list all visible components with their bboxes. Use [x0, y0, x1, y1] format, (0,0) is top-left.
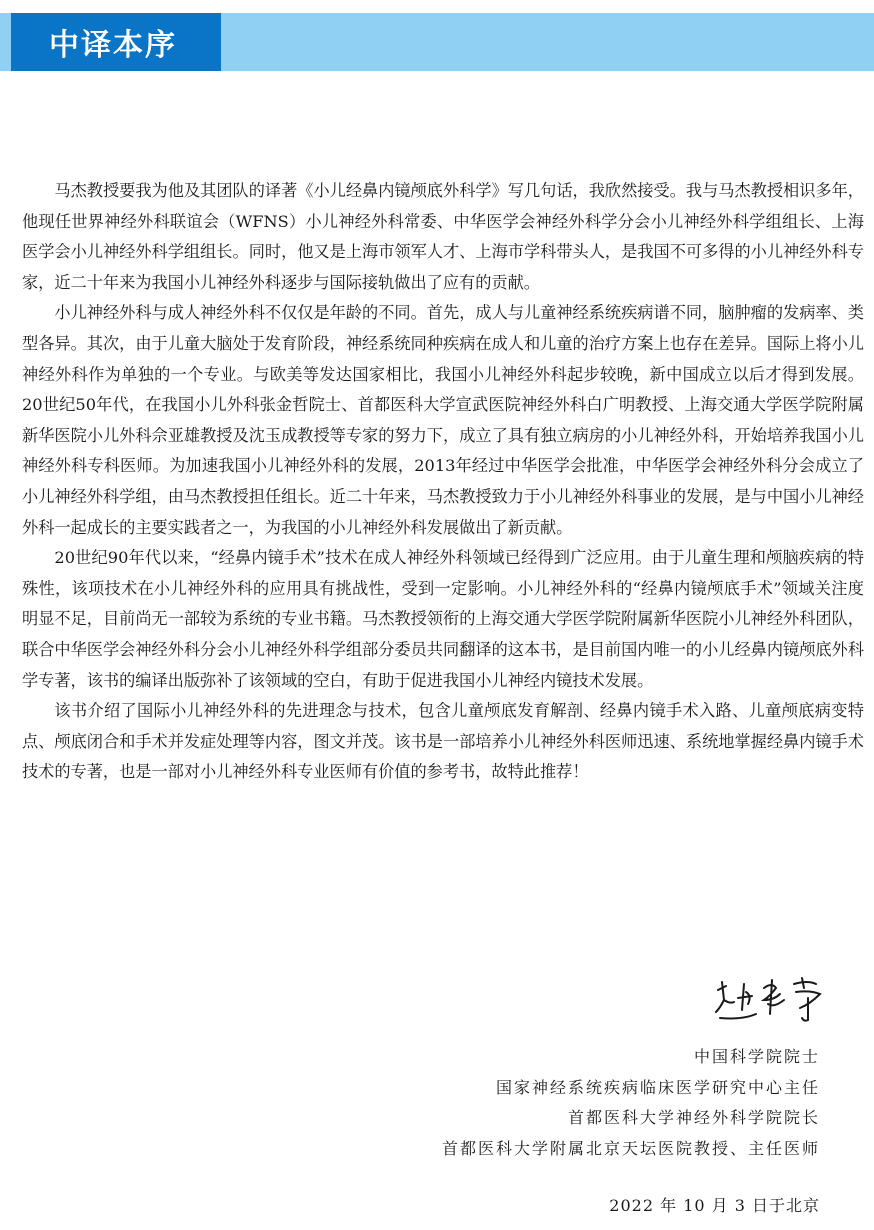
page-title: 中译本序 [49, 28, 177, 63]
credit-title: 中国科学院院士 [693, 1047, 820, 1066]
header-tab [11, 13, 221, 71]
paragraph: 马杰教授要我为他及其团队的译著《小儿经鼻内镜颅底外科学》写几句话，我欣然接受。我与马杰教授相识多年，他现任世界神经外科联谊会（WFNS）小儿神经外科常委、中华医学会神经外科学分会小儿神经外科学组组长、上海医学会小儿神经外科学组组长。同时，他又是上海市领军人才、上海市学科带头人，是我国不可多得的小儿神经外科专家，近二十年来为我国小儿神经外科逐步与国际接轨做出了应有的贡献。 [22, 181, 864, 292]
paragraph: 20世纪90年代以来，“经鼻内镜手术”技术在成人神经外科领域已经得到广泛应用。由于儿童生理和颅脑疾病的特殊性，该项技术在小儿神经外科的应用具有挑战性，受到一定影响。小儿神经外科的“经鼻内镜颅底手术”领域关注度明显不足，目前尚无一部较为系统的专业书籍。马杰教授领衔的上海交通大学医学院附属新华医院小儿神经外科团队，联合中华医学会神经外科分会小儿神经外科学组部分委员共同翻译的这本书，是目前国内唯一的小儿经鼻内镜颅底外科学专著，该书的编译出版弥补了该领域的空白，有助于促进我国小儿神经内镜技术发展。 [22, 548, 864, 690]
handwritten-signature [712, 974, 836, 1026]
credit-title: 国家神经系统疾病临床医学研究中心主任 [495, 1077, 820, 1097]
paragraph: 该书介绍了国际小儿神经外科的先进理念与技术，包含儿童颅底发育解剖、经鼻内镜手术入路、儿童颅底病变特点、颅底闭合和手术并发症处理等内容，图文并茂。该书是一部培养小儿神经外科医师迅速、系统地掌握经鼻内镜手术技术的专著，也是一部对小儿神经外科专业医师有价值的参考书，故特此推荐！ [22, 701, 864, 782]
author-credits [442, 1042, 820, 1164]
credit-title: 首都医科大学附属北京天坛医院教授、主任医师 [441, 1138, 820, 1158]
paragraph: 小儿神经外科与成人神经外科不仅仅是年龄的不同。首先，成人与儿童神经系统疾病谱不同，脑肿瘤的发病率、类型各异。其次，由于儿童大脑处于发育阶段，神经系统同种疾病在成人和儿童的治疗方案上也存在差异。国际上将小儿神经外科作为单独的一个专业。与欧美等发达国家相比，我国小儿神经外科起步较晚，新中国成立以后才得到发展。20世纪50年代，在我国小儿外科张金哲院士、首都医科大学宣武医院神经外科白广明教授、上海交通大学医学院附属新华医院小儿外科佘亚雄教授及沈玉成教授等专家的努力下，成立了具有独立病房的小儿神经外科，开始培养我国小儿神经外科专科医师。为加速我国小儿神经外科的发展，2013年经过中华医学会批准，中华医学会神经外科分会成立了小儿神经外科学组，由马杰教授担任组长。近二十年来，马杰教授致力于小儿神经外科事业的发展，是与中国小儿神经外科一起成长的主要实践者之一，为我国的小儿神经外科发展做出了新贡献。 [22, 303, 864, 537]
date-line: 2022 年 10 月 3 日于北京 [609, 1196, 820, 1215]
preface-body [22, 176, 864, 788]
credit-title: 首都医科大学神经外科学院院长 [567, 1108, 820, 1127]
